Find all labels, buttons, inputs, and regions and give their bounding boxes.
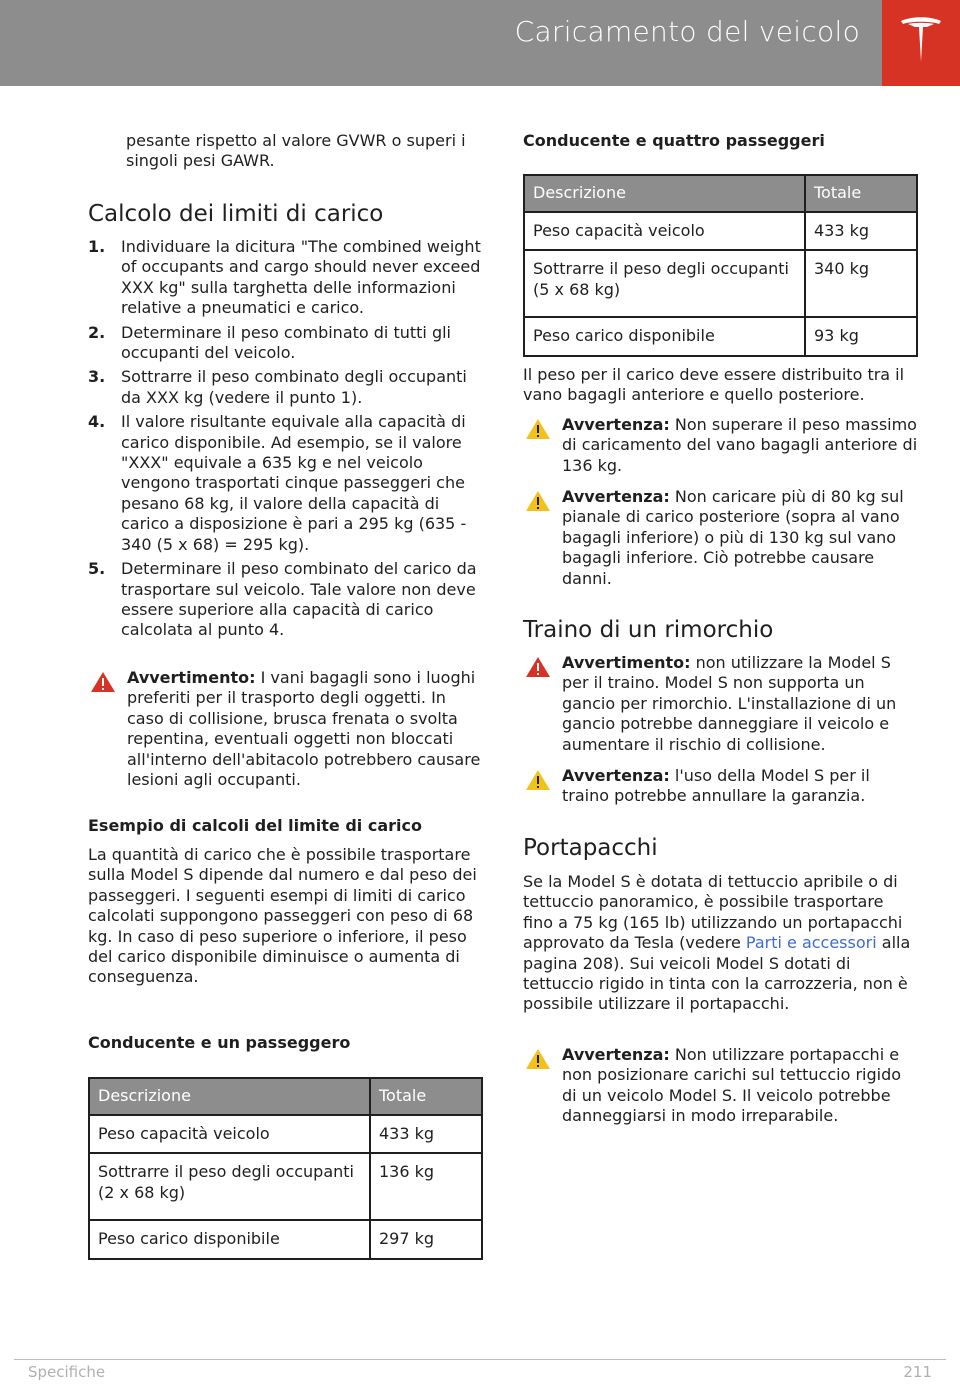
table-header-row <box>89 1078 482 1115</box>
table-row <box>89 1153 482 1220</box>
step-text: Determinare il peso combinato di tutti gli occupanti del veicolo. <box>121 322 451 363</box>
table-title-one-passenger: Conducente e un passeggero <box>88 1033 351 1052</box>
caution-triangle-icon <box>525 769 551 791</box>
table-row <box>89 1115 482 1153</box>
list-item <box>88 559 483 641</box>
caution-triangle-icon <box>525 490 551 512</box>
table-cell: Peso carico disponibile <box>89 1220 370 1258</box>
step-number: 5. <box>88 559 106 579</box>
step-text: Individuare la dicitura "The combined weight of occupants and cargo should never exceed XXX kg" sulla targhetta delle informazioni relative a pneumatici e carico. <box>121 237 481 318</box>
table-cell: 433 kg <box>805 212 917 250</box>
step-text: Determinare il peso combinato del carico da trasportare sul veicolo. Tale valore non deve essere superiore alla capacità di carico calcolata al punto 4. <box>121 559 477 640</box>
roof-rack-text-part2: alla pagina 208). Sui veicoli Model S dotati di tettuccio rigido in tinta con la carrozzeria, non è possibile utilizzare il portapacchi. <box>523 933 911 1014</box>
caution-text: Non utilizzare portapacchi e non posizionare carichi sul tettuccio rigido di un veicolo Model S. Il veicolo potrebbe danneggiarsi in modo irreparabile. <box>562 1045 902 1126</box>
caution-note-rear-cargo <box>523 487 918 589</box>
step-text: Sottrarre il peso combinato degli occupanti da XXX kg (vedere il punto 1). <box>121 367 467 407</box>
footer-page-number: 211 <box>903 1363 932 1381</box>
footer-divider <box>14 1359 946 1360</box>
footer-section-name: Specifiche <box>28 1363 106 1381</box>
caution-note-front-trunk <box>523 415 918 476</box>
step-number: 2. <box>88 322 106 342</box>
page-title: Caricamento del veicolo <box>514 15 860 48</box>
column-header-description: Descrizione <box>524 175 805 212</box>
parts-accessories-link[interactable]: Parti e accessori <box>745 933 877 953</box>
step-number: 3. <box>88 367 106 387</box>
caution-triangle-icon <box>525 1048 551 1070</box>
caution-text: l'uso della Model S per il traino potrebbe annullare la garanzia. <box>562 766 870 806</box>
table-cell: Sottrarre il peso degli occupanti (2 x 68 kg) <box>89 1153 370 1220</box>
step-number: 4. <box>88 412 106 432</box>
table-cell: 136 kg <box>370 1153 482 1220</box>
list-item <box>88 367 483 408</box>
caution-keyword: Avvertenza: <box>562 766 670 785</box>
caution-note-towing <box>523 766 918 807</box>
warning-note-towing <box>523 653 918 755</box>
list-item <box>88 323 483 364</box>
warning-triangle-icon <box>525 656 551 678</box>
warning-keyword: Avvertimento: <box>562 653 691 672</box>
steps-list <box>88 237 483 645</box>
column-header-total: Totale <box>370 1078 482 1115</box>
table-header-row <box>524 175 917 212</box>
caution-keyword: Avvertenza: <box>562 1045 670 1064</box>
tesla-logo-icon <box>899 14 943 64</box>
caution-text: Non superare il peso massimo di caricamento del vano bagagli anteriore di 136 kg. <box>562 415 918 475</box>
warning-keyword: Avvertimento: <box>127 668 256 687</box>
table-row <box>89 1220 482 1258</box>
table-cell: Peso carico disponibile <box>524 317 805 355</box>
caution-note-roof <box>523 1045 918 1127</box>
caution-keyword: Avvertenza: <box>562 415 670 434</box>
warning-note <box>88 668 483 790</box>
table-row <box>524 212 917 250</box>
section-title-load-limits: Calcolo dei limiti di carico <box>88 201 384 227</box>
caution-triangle-icon <box>525 418 551 440</box>
page-header <box>0 0 960 86</box>
table-row <box>524 250 917 317</box>
example-text: La quantità di carico che è possibile trasportare sulla Model S dipende dal numero e dal peso dei passeggeri. I seguenti esempi di limiti di carico calcolati suppongono passeggeri con peso di 68 kg. In caso di peso superiore o inferiore, il peso del carico disponibile diminuisce o aumenta di conseguenza. <box>88 845 477 987</box>
list-item <box>88 237 483 319</box>
intro-text: pesante rispetto al valore GVWR o superi i singoli pesi GAWR. <box>126 131 466 171</box>
column-header-total: Totale <box>805 175 917 212</box>
roof-rack-text <box>523 872 918 1015</box>
load-table-one-passenger <box>88 1077 483 1260</box>
table-cell: Peso capacità veicolo <box>524 212 805 250</box>
distribution-text: Il peso per il carico deve essere distribuito tra il vano bagagli anteriore e quello posteriore. <box>523 365 905 405</box>
warning-triangle-icon <box>90 671 116 693</box>
caution-keyword: Avvertenza: <box>562 487 670 506</box>
section-title-towing: Traino di un rimorchio <box>523 617 774 643</box>
roof-rack-text-part1: Se la Model S è dotata di tettuccio apribile o di tettuccio panoramico, è possibile trasportare fino a 75 kg (165 lb) utilizzando un portapacchi approvato da Tesla (vedere <box>523 872 903 953</box>
table-cell: 93 kg <box>805 317 917 355</box>
warning-text: I vani bagagli sono i luoghi preferiti per il trasporto degli oggetti. In caso di collisione, brusca frenata o svolta repentina, eventuali oggetti non bloccati all'interno dell'abitacolo potrebbero causare lesioni agli occupanti. <box>127 668 481 790</box>
example-title: Esempio di calcoli del limite di carico <box>88 816 422 835</box>
table-title-four-passengers: Conducente e quattro passeggeri <box>523 131 825 150</box>
table-row <box>524 317 917 355</box>
table-cell: Peso capacità veicolo <box>89 1115 370 1153</box>
step-text: Il valore risultante equivale alla capacità di carico disponibile. Ad esempio, se il valore "XXX" equivale a 635 kg e nel veicolo vengono trasportati cinque passeggeri che pesano 68 kg, il valore della capacità di carico a disposizione è pari a 295 kg (635 - 340 (5 x 68) = 295 kg). <box>121 412 467 554</box>
section-title-roof-rack: Portapacchi <box>523 835 658 861</box>
caution-text: Non caricare più di 80 kg sul pianale di carico posteriore (sopra al vano bagagli inferiore) o più di 130 kg sul vano bagagli inferiore. Ciò potrebbe causare danni. <box>562 487 904 588</box>
warning-text: non utilizzare la Model S per il traino. Model S non supporta un gancio per rimorchio. L'installazione di un gancio potrebbe danneggiare il veicolo e aumentare il rischio di collisione. <box>562 653 897 754</box>
table-cell: 340 kg <box>805 250 917 317</box>
table-cell: Sottrarre il peso degli occupanti (5 x 68 kg) <box>524 250 805 317</box>
table-cell: 433 kg <box>370 1115 482 1153</box>
table-cell: 297 kg <box>370 1220 482 1258</box>
brand-logo <box>882 0 960 86</box>
column-header-description: Descrizione <box>89 1078 370 1115</box>
list-item <box>88 412 483 555</box>
step-number: 1. <box>88 237 106 256</box>
load-table-four-passengers <box>523 174 918 357</box>
